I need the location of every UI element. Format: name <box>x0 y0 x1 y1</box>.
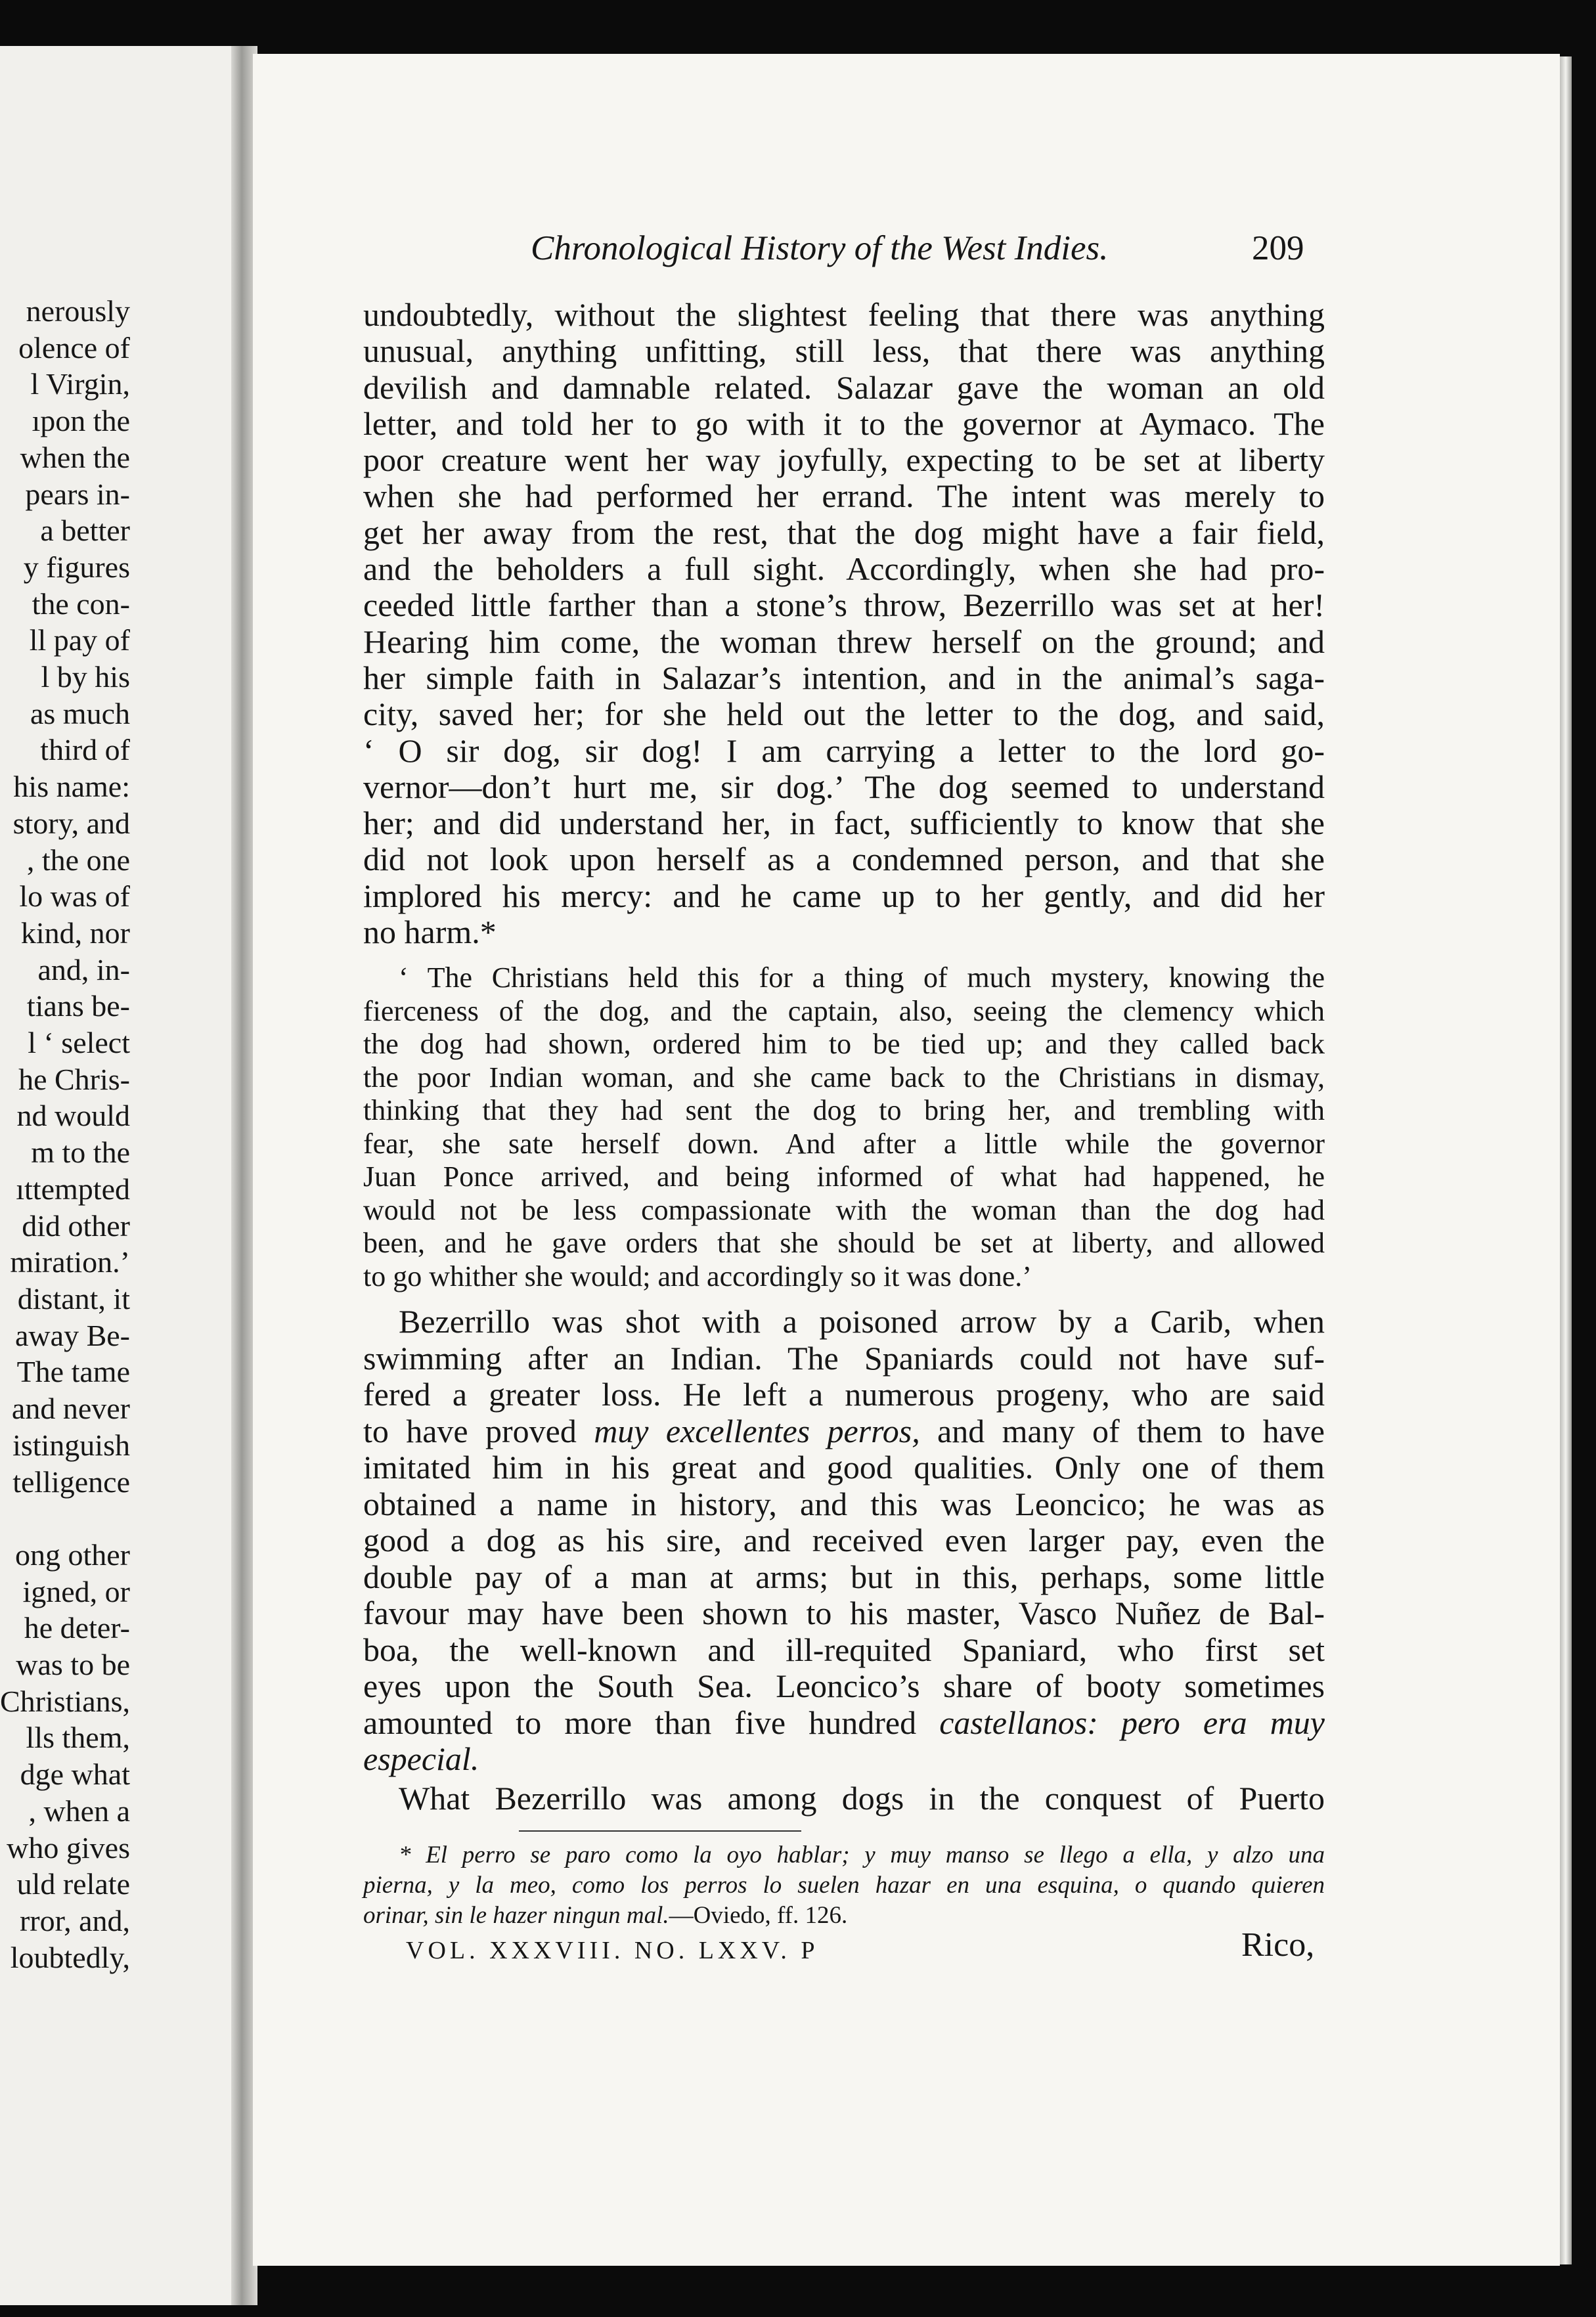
quote-line: the dog had shown, ordered him to be tied up; and they called back <box>363 1028 1325 1060</box>
left-page-line: The tame <box>16 1355 130 1389</box>
text-line: undoubtedly, without the slightest feeling that there was anything <box>363 296 1325 333</box>
left-page-line: , the one <box>26 843 130 877</box>
catchword: Rico, <box>1241 1926 1315 1964</box>
left-page-line: olence of <box>18 330 130 364</box>
left-page-line: l by his <box>41 660 130 694</box>
left-page-line: Christians, <box>0 1684 131 1718</box>
footnote-line <box>363 1870 1325 1901</box>
left-page-line: pears in- <box>25 477 130 511</box>
italic-phrase: especial. <box>363 1740 479 1777</box>
page-number: 209 <box>1252 229 1304 267</box>
left-page-line: ıpon the <box>32 404 130 438</box>
text-run: to have proved <box>363 1412 594 1449</box>
text-line: eyes upon the South Sea. Leoncico’s share of booty sometimes <box>363 1667 1325 1704</box>
left-page-line: miration.’ <box>10 1245 130 1279</box>
text-line: no harm.* <box>363 914 497 951</box>
italic-phrase: castellanos: pero era muy <box>939 1704 1325 1741</box>
text-line: What Bezerrillo was among dogs in the conquest of Puerto <box>399 1780 1325 1817</box>
left-page-line: l ‘ select <box>28 1026 130 1060</box>
text-line <box>363 1705 1325 1742</box>
running-title: Chronological History of the West Indies. <box>531 229 1109 267</box>
page-edge <box>1560 56 1572 2264</box>
footnote <box>363 1840 1325 1931</box>
left-page-line: story, and <box>12 806 130 840</box>
left-page-line: a better <box>40 514 130 548</box>
left-page-line: l Virgin, <box>30 367 130 401</box>
left-page-line: he Chris- <box>18 1062 130 1096</box>
left-page-line: the con- <box>32 586 130 621</box>
quote-line: fear, she sate herself down. And after a little while the governor <box>363 1127 1325 1160</box>
left-page-line: was to be <box>16 1648 130 1682</box>
quote-line: thinking that they had sent the dog to bring her, and trembling with <box>363 1094 1325 1126</box>
left-page-line: when the <box>20 440 130 474</box>
left-page-line: he deter- <box>24 1611 130 1645</box>
text-line: implored his mercy: and he came up to her gently, and did her <box>363 877 1325 914</box>
left-page-line: uld relate <box>16 1867 130 1901</box>
quote-line: fierceness of the dog, and the captain, also, seeing the clemency which <box>363 994 1325 1027</box>
left-page-line: nd would <box>16 1099 130 1133</box>
text-line <box>363 1413 1325 1450</box>
text-line <box>363 1741 1325 1778</box>
text-line: when she had performed her errand. The intent was merely to <box>363 477 1325 515</box>
left-page-line <box>0 1500 130 1537</box>
text-line: get her away from the rest, that the dog might have a fair field, <box>363 514 1325 551</box>
text-line: favour may have been shown to his master, Vasco Nuñez de Bal- <box>363 1595 1325 1631</box>
quote-line: Juan Ponce arrived, and being informed of what had happened, he <box>363 1160 1325 1193</box>
left-page-line: igned, or <box>22 1574 130 1608</box>
text-line: did not look upon herself as a condemned person, and that she <box>363 841 1325 878</box>
footnote-text: orinar, sin le hazer ningun mal. <box>363 1902 669 1929</box>
text-line: swimming after an Indian. The Spaniards could not have suf- <box>363 1339 1325 1377</box>
paragraph-1 <box>363 297 1325 950</box>
paragraph-3 <box>363 1780 1325 1816</box>
left-page-line: who gives <box>7 1830 130 1865</box>
text-line: imitated him in his great and good qualities. Only one of them <box>363 1449 1325 1486</box>
text-line: fered a greater loss. He left a numerous progeny, who are said <box>363 1376 1325 1413</box>
text-line: obtained a name in history, and this was Leoncico; he was as <box>363 1485 1325 1522</box>
left-page-line: kind, nor <box>20 916 130 950</box>
paragraph-2 <box>363 1304 1325 1778</box>
left-page-fragment <box>0 46 238 2305</box>
left-page-line: his name: <box>13 770 130 804</box>
quote-line: the poor Indian woman, and she came back to the Christians in dismay, <box>363 1061 1325 1093</box>
left-page-line: y figures <box>23 550 130 584</box>
text-line: devilish and damnable related. Salazar gave the woman an old <box>363 368 1325 406</box>
left-page-line: rror, and, <box>19 1903 130 1937</box>
footnote-line <box>363 1901 1325 1931</box>
text-line: letter, and told her to go with it to the governor at Aymaco. The <box>363 405 1325 442</box>
text-line: double pay of a man at arms; but in this, perhaps, some little <box>363 1558 1325 1595</box>
left-page-line: as much <box>30 696 130 730</box>
footnote-text: pierna, y la meo, como los perros lo suelen hazar en una esquina, o quando quieren <box>363 1872 1325 1899</box>
text-line: Hearing him come, the woman threw herself on the ground; and <box>363 623 1325 660</box>
left-page-line: ıttempted <box>16 1172 130 1206</box>
left-page-line: istinguish <box>12 1428 130 1462</box>
left-page-line: loubtedly, <box>10 1940 130 1974</box>
footnote-citation: —Oviedo, ff. 126. <box>669 1902 848 1929</box>
quote-line: ‘ The Christians held this for a thing of much mystery, knowing the <box>399 961 1325 994</box>
left-page-line: telligence <box>12 1465 130 1499</box>
left-page-line: tians be- <box>26 989 130 1023</box>
left-page-line: and, in- <box>37 952 130 986</box>
left-page-line: and never <box>11 1392 130 1426</box>
text-line: unusual, anything unfitting, still less, that there was anything <box>363 332 1325 370</box>
left-page-line: , when a <box>28 1794 130 1828</box>
quote-line: would not be less compassionate with the woman than the dog had <box>363 1193 1325 1226</box>
text-line: ‘ O sir dog, sir dog! I am carrying a letter to the lord go- <box>363 732 1325 769</box>
text-line: vernor—don’t hurt me, sir dog.’ The dog seemed to understand <box>363 768 1325 805</box>
left-page-line: ong other <box>14 1537 130 1572</box>
left-page-line: away Be- <box>15 1318 130 1352</box>
left-page-line: nerously <box>26 294 130 328</box>
text-line: good a dog as his sire, and received even larger pay, even the <box>363 1522 1325 1558</box>
text-line: city, saved her; for she held out the letter to the dog, and said, <box>363 695 1325 733</box>
left-page-line: m to the <box>31 1136 130 1170</box>
left-page-line: distant, it <box>17 1281 130 1315</box>
italic-phrase: muy excellentes perros, <box>594 1412 920 1449</box>
text-line: Bezerrillo was shot with a poisoned arrow by a Carib, when <box>399 1303 1325 1340</box>
left-page-line: lls them, <box>26 1721 130 1755</box>
footnote-rule <box>519 1830 801 1832</box>
left-page-text <box>0 293 130 1975</box>
left-page-line: lo was of <box>19 879 130 914</box>
text-line: her; and did understand her, in fact, sufficiently to know that she <box>363 805 1325 842</box>
footnote-line <box>363 1840 1325 1870</box>
quote-line: to go whither she would; and accordingly so it was done.’ <box>363 1260 1032 1292</box>
text-line: and the beholders a full sight. Accordingly, when she had pro- <box>363 550 1325 588</box>
text-line: poor creature went her way joyfully, expecting to be set at liberty <box>363 441 1325 479</box>
block-quote <box>363 961 1325 1293</box>
text-line: boa, the well-known and ill-requited Spaniard, who first set <box>363 1631 1325 1668</box>
text-run: amounted to more than five hundred <box>363 1704 940 1741</box>
quote-line: been, and he gave orders that she should be set at liberty, and allowed <box>363 1227 1325 1259</box>
signature-mark: VOL. XXXVIII. NO. LXXV. P <box>406 1937 819 1964</box>
left-page-line: dge what <box>20 1757 130 1792</box>
text-run: and many of them to have <box>920 1412 1325 1449</box>
left-page-line: did other <box>22 1208 130 1243</box>
text-line: her simple faith in Salazar’s intention, and in the animal’s saga- <box>363 659 1325 696</box>
footnote-text: * El perro se paro como la oyo hablar; y muy manso se llego a ella, y alzo una <box>399 1842 1325 1868</box>
left-page-line: third of <box>40 733 130 767</box>
text-line: ceeded little farther than a stone’s throw, Bezerrillo was set at her! <box>363 586 1325 624</box>
left-page-line: ll pay of <box>29 623 130 657</box>
